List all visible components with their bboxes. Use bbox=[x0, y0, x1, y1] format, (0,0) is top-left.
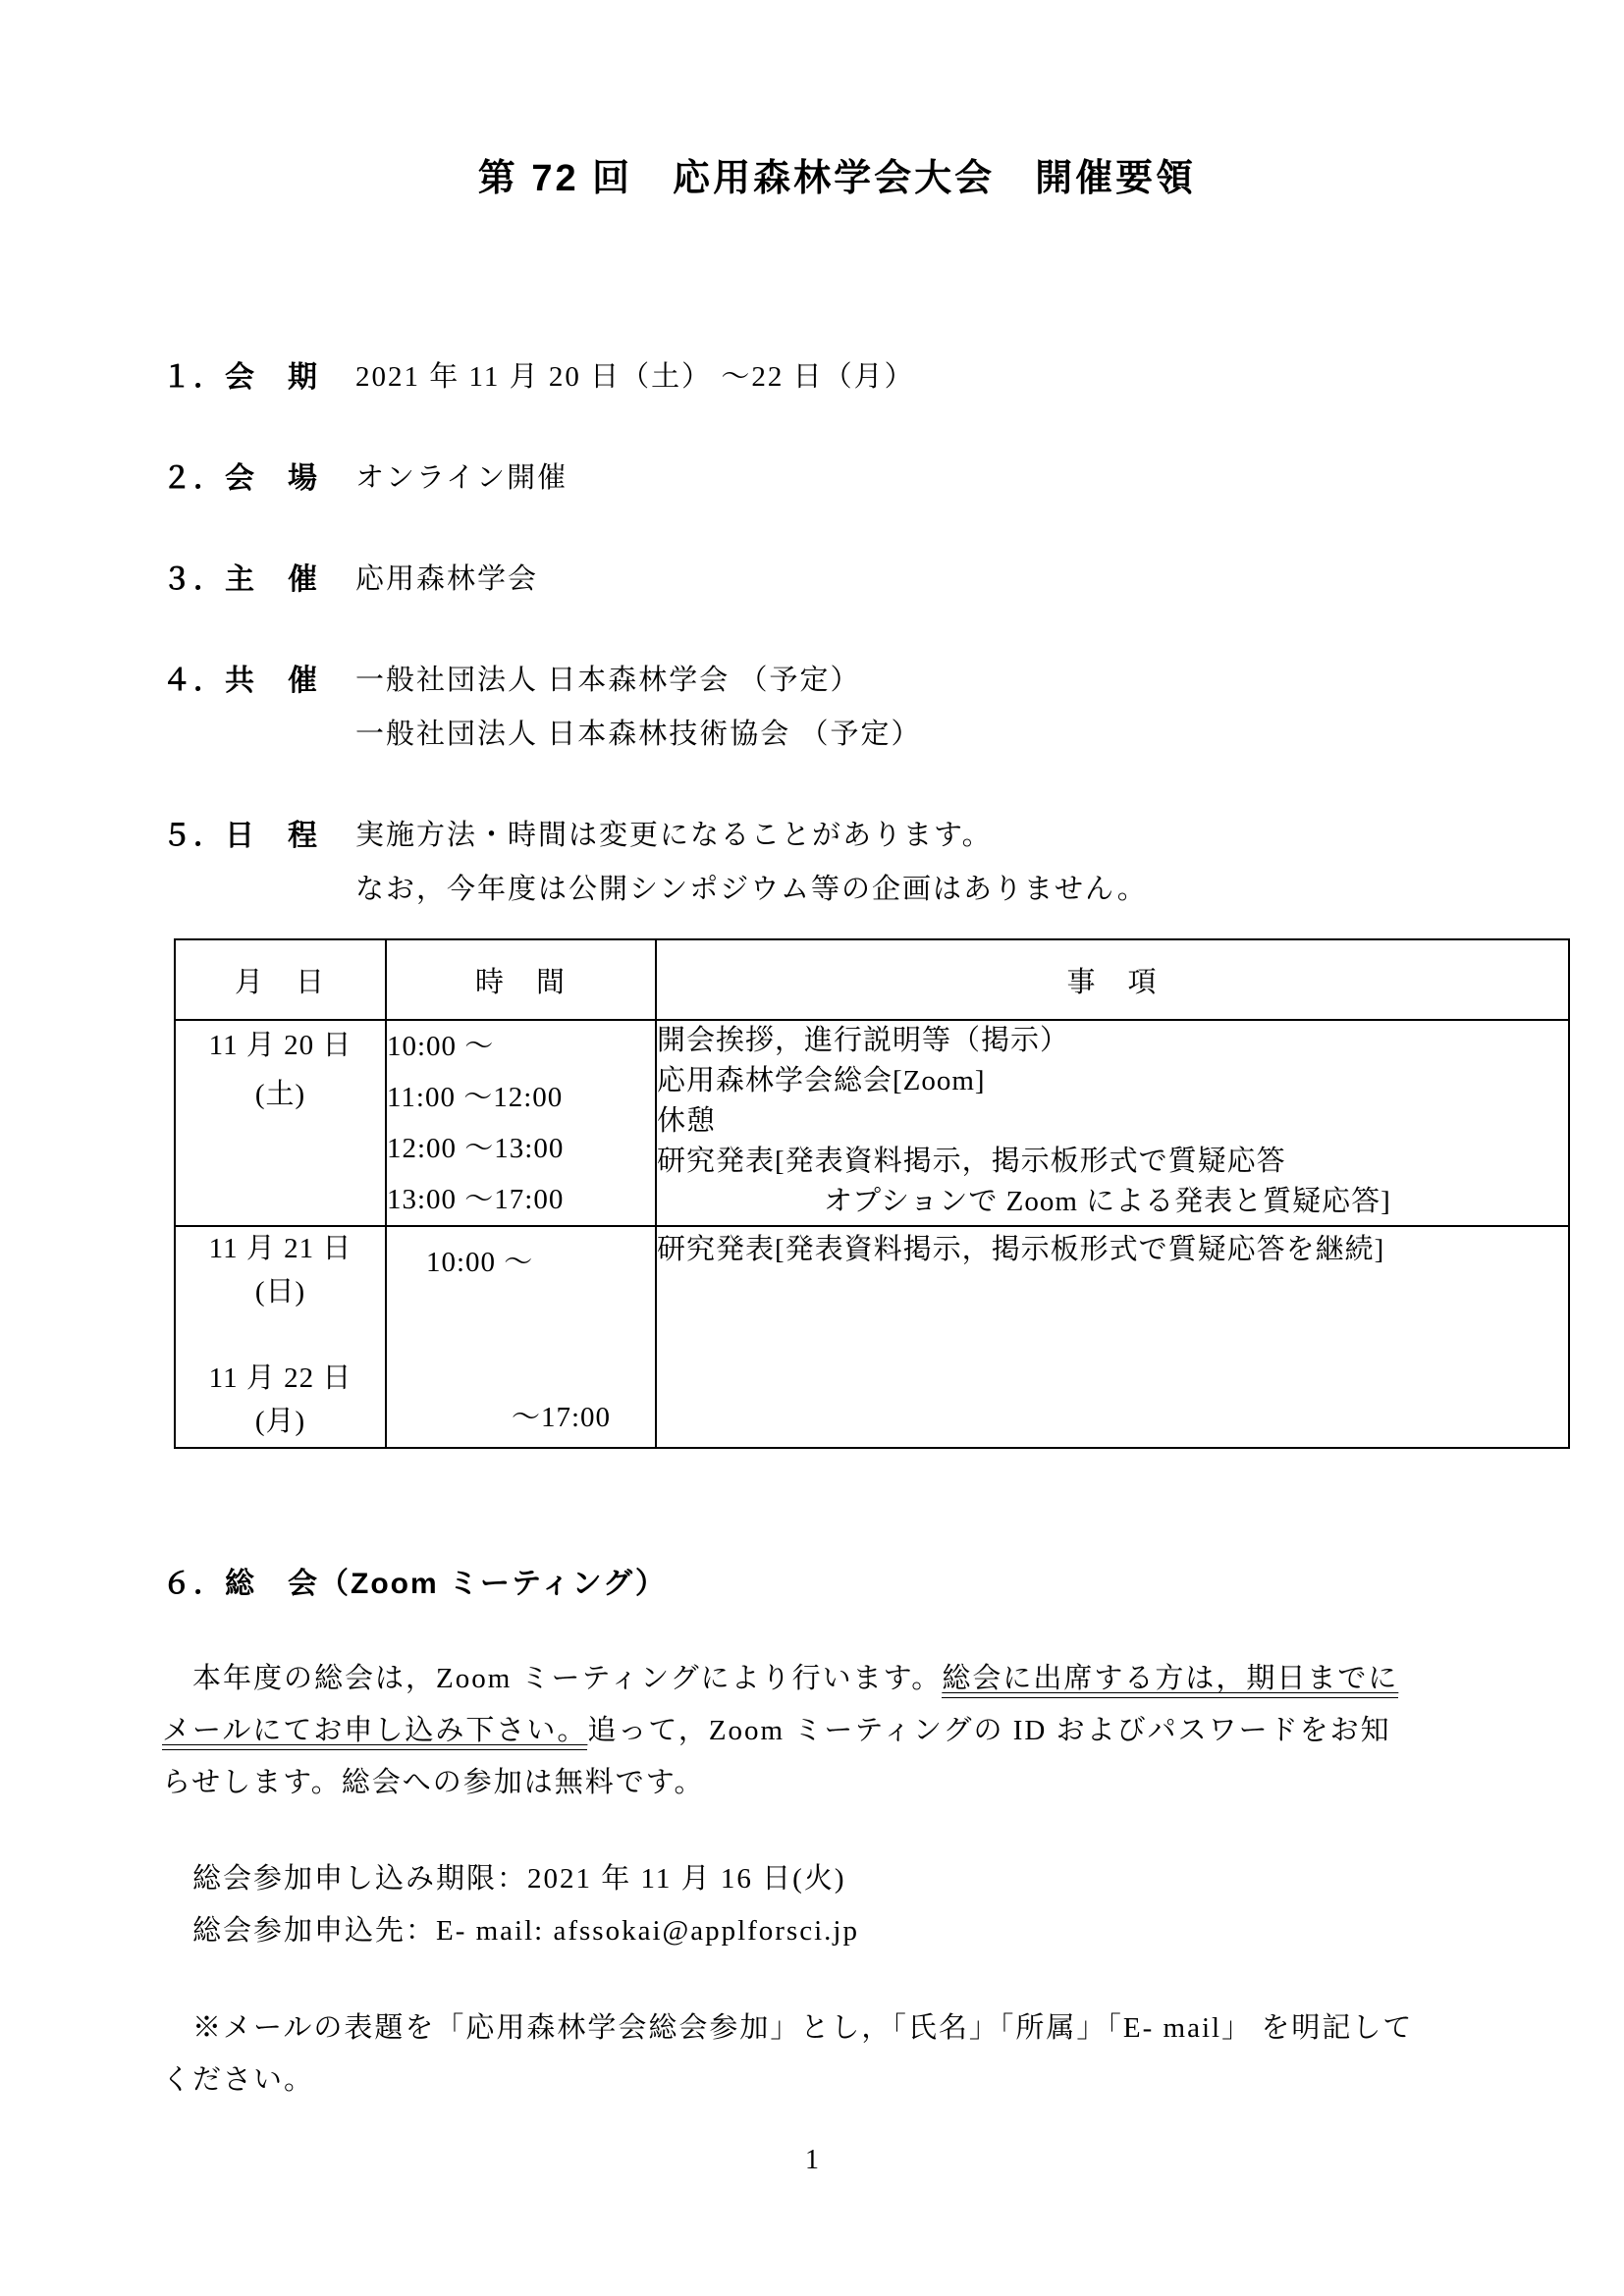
section-kaiki-label: １．会 期 bbox=[162, 361, 319, 394]
time-end: ～17:00 bbox=[511, 1402, 611, 1433]
time-line: 12:00 ～13:00 bbox=[387, 1133, 565, 1164]
item-cell-nov21-22: 研究発表[発表資料掲示，掲示板形式で質疑応答を継続] bbox=[656, 1226, 1569, 1448]
date-line: (土) bbox=[254, 1079, 306, 1110]
section-kyosai-label: ４．共 催 bbox=[162, 665, 319, 697]
section-kyosai bbox=[162, 654, 1512, 762]
section-sokai-heading: ６．総 会（Zoom ミーティング） bbox=[162, 1568, 667, 1600]
table-row-nov20 bbox=[175, 1020, 1569, 1226]
item-cell-nov20 bbox=[656, 1020, 1569, 1226]
underlined-text: 総会に出席する方は，期日までに bbox=[942, 1663, 1398, 1698]
section-nittei-content bbox=[355, 809, 1148, 917]
time-line: 11:00 ～12:00 bbox=[387, 1082, 564, 1113]
section-nittei-label: ５．日 程 bbox=[162, 820, 319, 852]
application-info bbox=[162, 1853, 1512, 1957]
paragraph-line-3: らせします。総会への参加は無料です。 bbox=[162, 1767, 705, 1798]
section-kyosai-text-2: 一般社団法人 日本森林技術協会 （予定） bbox=[355, 719, 922, 750]
page-number: 1 bbox=[805, 2145, 819, 2175]
time-start: 10:00 ～ bbox=[426, 1247, 534, 1278]
section-shusai-content bbox=[355, 553, 538, 607]
paragraph-line-1 bbox=[162, 1653, 1512, 1705]
time-line: 10:00 ～ bbox=[387, 1031, 495, 1062]
date-line: (日) bbox=[254, 1276, 306, 1308]
note-line-2: ください。 bbox=[162, 2064, 315, 2096]
note-line-1: ※メールの表題を「応用森林学会総会参加」とし，「氏名」「所属」「E- mail」 を明記して bbox=[192, 2012, 1414, 2044]
date-cell-nov20 bbox=[175, 1020, 386, 1226]
page-title: 第 72 回 応用森林学会大会 開催要領 bbox=[477, 158, 1197, 199]
section-kaijo-text: オンライン開催 bbox=[355, 462, 568, 494]
date-cell-nov21-22 bbox=[175, 1226, 386, 1448]
item-line: 応用森林学会総会[Zoom] bbox=[657, 1065, 986, 1096]
date-line bbox=[176, 1313, 385, 1357]
col-header-item: 事 項 bbox=[656, 939, 1569, 1020]
section-nittei-text-2: なお，今年度は公開シンポジウム等の企画はありません。 bbox=[355, 874, 1148, 905]
section-kyosai-content bbox=[355, 654, 922, 762]
time-line: 13:00 ～17:00 bbox=[387, 1184, 565, 1215]
email-note bbox=[162, 2002, 1512, 2107]
section-kaiki-content bbox=[355, 350, 915, 404]
schedule-header-row bbox=[175, 939, 1569, 1020]
application-deadline: 総会参加申し込み期限：2021 年 11 月 16 日(火) bbox=[192, 1863, 846, 1895]
time-cell-nov20 bbox=[386, 1020, 656, 1226]
date-line: 11 月 21 日 bbox=[208, 1233, 352, 1264]
item-line: 開会挨拶，進行説明等（掲示） bbox=[657, 1025, 1070, 1056]
item-line: オプションで Zoom による発表と質疑応答] bbox=[824, 1186, 1391, 1217]
table-row-nov21-22 bbox=[175, 1226, 1569, 1448]
section-kyosai-text-1: 一般社団法人 日本森林学会 （予定） bbox=[355, 665, 861, 696]
date-line: (月) bbox=[254, 1406, 306, 1437]
date-line: 11 月 20 日 bbox=[208, 1030, 352, 1061]
paragraph-line-2 bbox=[162, 1705, 1512, 1757]
section-kaijo-label: ２．会 場 bbox=[162, 462, 319, 495]
section-kaijo bbox=[162, 452, 1512, 506]
section-nittei-text-1: 実施方法・時間は変更になることがあります。 bbox=[355, 820, 993, 851]
section-nittei bbox=[162, 809, 1512, 917]
col-header-time: 時 間 bbox=[386, 939, 656, 1020]
section-shusai bbox=[162, 553, 1512, 607]
paragraph-text: 本年度の総会は，Zoom ミーティングにより行います。 bbox=[192, 1663, 943, 1694]
col-header-date: 月 日 bbox=[175, 939, 386, 1020]
item-line: 休憩 bbox=[657, 1105, 717, 1137]
date-line: 11 月 22 日 bbox=[208, 1362, 352, 1394]
item-line: 研究発表[発表資料掲示，掲示板形式で質疑応答 bbox=[657, 1146, 1286, 1177]
time-cell-nov21-22 bbox=[386, 1226, 656, 1448]
section-kaiki bbox=[162, 350, 1512, 404]
paragraph-text: 追って，Zoom ミーティングの ID およびパスワードをお知 bbox=[587, 1715, 1391, 1746]
underlined-text: メールにてお申し込み下さい。 bbox=[162, 1715, 587, 1750]
section-kaiki-text: 2021 年 11 月 20 日（土） ～22 日（月） bbox=[355, 361, 915, 393]
sokai-paragraph bbox=[162, 1653, 1512, 1809]
application-email: 総会参加申込先：E- mail: afssokai@applforsci.jp bbox=[192, 1915, 859, 1947]
section-kaijo-content bbox=[355, 452, 568, 506]
section-shusai-text: 応用森林学会 bbox=[355, 563, 539, 595]
schedule-table bbox=[174, 938, 1570, 1449]
section-shusai-label: ３．主 催 bbox=[162, 563, 319, 596]
